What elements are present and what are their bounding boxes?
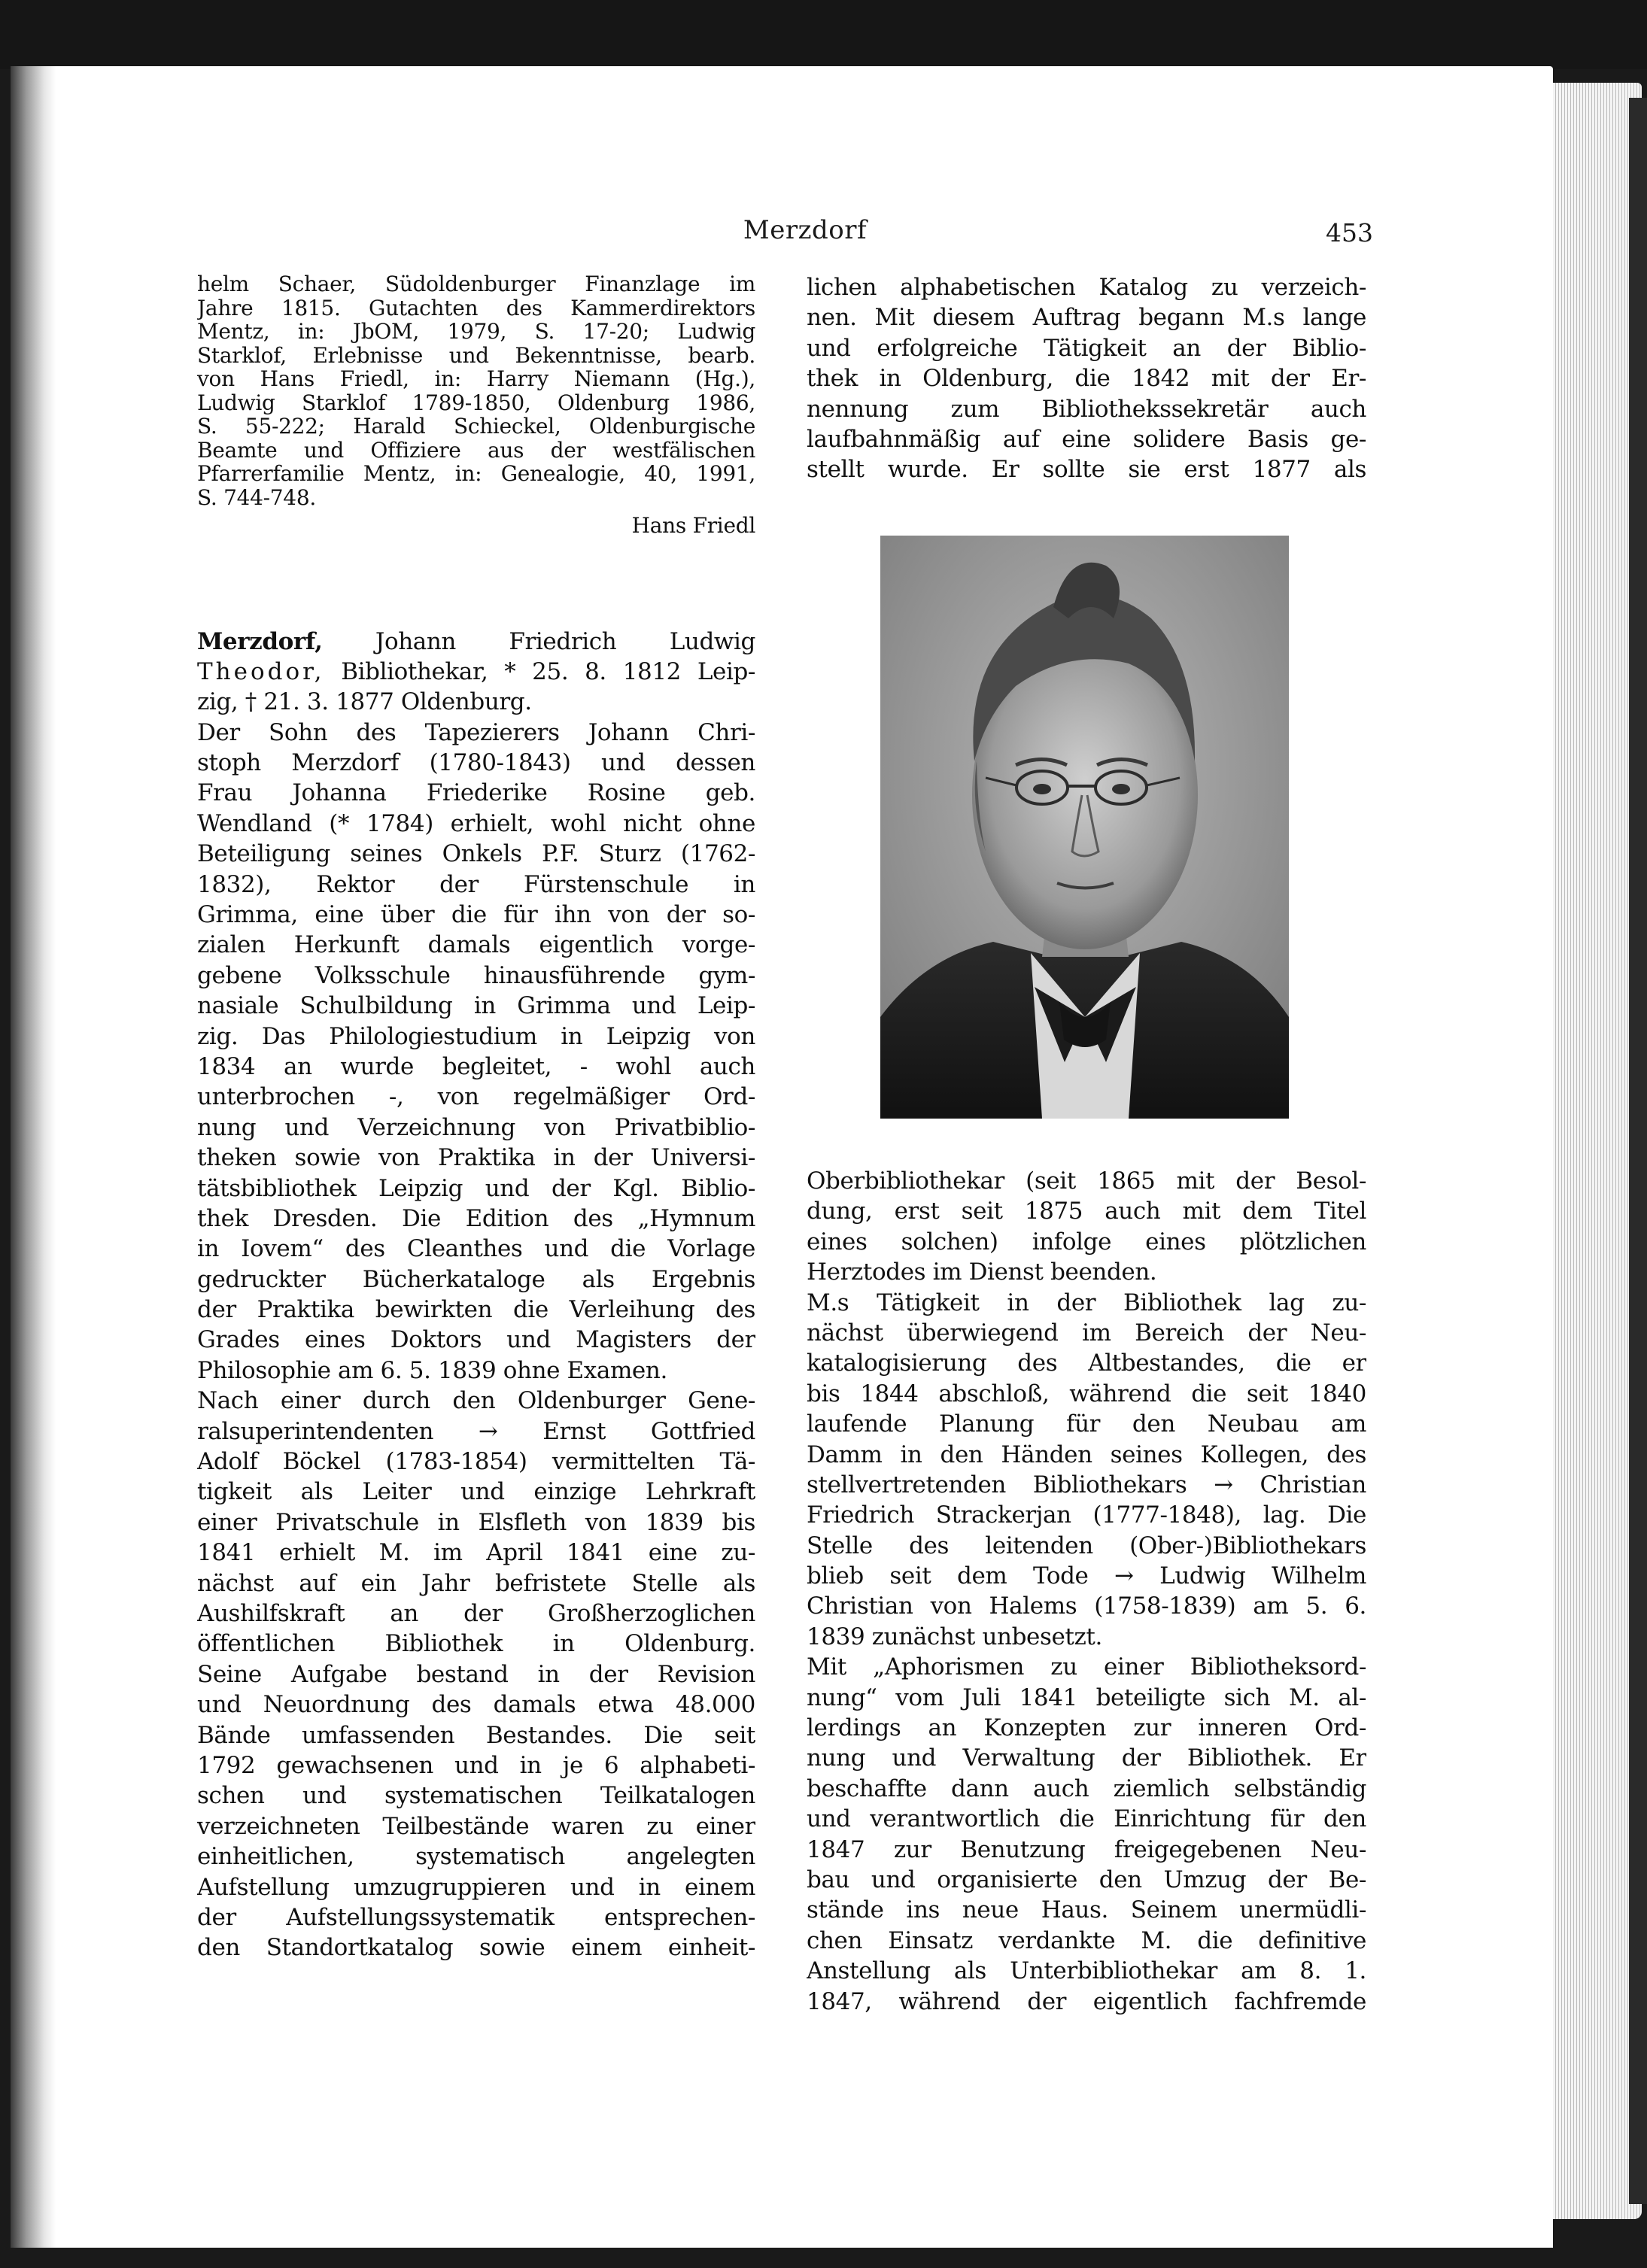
body-line: Stelle des leitenden (Ober-)Bibliothekars <box>807 1532 1366 1559</box>
body-line: gebene Volksschule hinausführende gym- <box>197 961 755 989</box>
body-line: zialen Herkunft damals eigentlich vorge- <box>197 931 755 959</box>
entry-heading-line-1 <box>197 627 755 657</box>
body-line: Aufstellung umzugruppieren und in einem <box>197 1873 755 1901</box>
body-line: unterbrochen -, von regelmäßiger Ord- <box>197 1083 755 1111</box>
body-line: Herztodes im Dienst beenden. <box>807 1258 1157 1286</box>
body-line: bau und organisierte den Umzug der Be- <box>807 1866 1366 1893</box>
body-line: und Neuordnung des damals etwa 48.000 <box>197 1691 755 1719</box>
body-line: katalogisierung des Altbestandes, die er <box>807 1350 1366 1377</box>
body-line: Grades eines Doktors und Magisters der <box>197 1326 755 1354</box>
body-line: lerdings an Konzepten zur inneren Ord- <box>807 1714 1366 1742</box>
body-line: Philosophie am 6. 5. 1839 ohne Examen. <box>197 1356 667 1384</box>
body-line: stoph Merzdorf (1780-1843) und dessen <box>197 749 755 777</box>
body-line: schen und systematischen Teilkatalogen <box>197 1782 755 1810</box>
body-line: nung und Verzeichnung von Privatbiblio- <box>197 1113 755 1141</box>
right-column-top <box>807 272 1366 485</box>
entry-surname: Merzdorf, <box>197 627 323 655</box>
body-line: 1834 an wurde begleitet, - wohl auch <box>197 1052 755 1080</box>
body-line: M.s Tätigkeit in der Bibliothek lag zu- <box>807 1289 1366 1316</box>
reference-line: S. 744-748. <box>197 485 316 509</box>
body-line: Anstellung als Unterbibliothekar am 8. 1. <box>807 1957 1366 1985</box>
entry-spaced-name: Theodor, <box>197 657 325 685</box>
body-line: verzeichneten Teilbestände waren zu einer <box>197 1812 755 1840</box>
body-line: bis 1844 abschloß, während die seit 1840 <box>807 1380 1366 1407</box>
reference-line: Ludwig Starklof 1789-1850, Oldenburg 1986, <box>197 390 755 414</box>
body-line: dung, erst seit 1875 auch mit dem Titel <box>807 1198 1366 1225</box>
body-line: theken sowie von Praktika in der Universi- <box>197 1144 755 1172</box>
body-line: nächst überwiegend im Bereich der Neu- <box>807 1319 1366 1347</box>
reference-line: Jahre 1815. Gutachten des Kammerdirektors <box>197 296 755 320</box>
body-line: der Aufstellungssystematik entsprechen- <box>197 1903 755 1931</box>
entry-merzdorf <box>197 627 755 1963</box>
book-edge-shadow <box>1629 98 1647 2204</box>
body-line: thek in Oldenburg, die 1842 mit der Er- <box>807 365 1366 393</box>
body-line: Frau Johanna Friederike Rosine geb. <box>197 779 755 807</box>
entry-heading-line-3: zig, † 21. 3. 1877 Oldenburg. <box>197 688 532 716</box>
body-line: stellt wurde. Er sollte sie erst 1877 als <box>807 456 1366 484</box>
body-line: thek Dresden. Die Edition des „Hymnum <box>197 1204 755 1232</box>
body-line: nächst auf ein Jahr befristete Stelle als <box>197 1569 755 1597</box>
body-line: tigkeit als Leiter und einzige Lehrkraft <box>197 1478 755 1506</box>
entry-heading-line-2 <box>197 657 755 687</box>
body-line: nennung zum Bibliothekssekretär auch <box>807 395 1366 423</box>
body-line: Christian von Halems (1758-1839) am 5. 6. <box>807 1592 1366 1620</box>
body-line: den Standortkatalog sowie einem einheit- <box>197 1934 755 1962</box>
body-line: und verantwortlich die Einrichtung für den <box>807 1805 1366 1833</box>
reference-line: Mentz, in: JbOM, 1979, S. 17-20; Ludwig <box>197 320 755 344</box>
body-line: 1841 erhielt M. im April 1841 eine zu- <box>197 1539 755 1567</box>
body-line: Adolf Böckel (1783-1854) vermittelten Tä- <box>197 1448 755 1476</box>
body-line: 1832), Rektor der Fürstenschule in <box>197 870 755 898</box>
body-line: Friedrich Strackerjan (1777-1848), lag. Die <box>807 1501 1366 1529</box>
reference-line: Starklof, Erlebnisse und Bekenntnisse, bearb. <box>197 343 755 367</box>
portrait-illustration <box>880 536 1289 1119</box>
body-line: der Praktika bewirkten die Verleihung des <box>197 1296 755 1324</box>
body-line: nasiale Schulbildung in Grimma und Leip- <box>197 992 755 1020</box>
portrait-photo <box>880 536 1289 1119</box>
reference-line: Beamte und Offiziere aus der westfälischen <box>197 438 755 462</box>
body-line: laufende Planung für den Neubau am <box>807 1410 1366 1438</box>
body-line: Damm in den Händen seines Kollegen, des <box>807 1441 1366 1468</box>
running-header-title: Merzdorf <box>743 215 868 245</box>
reference-line: S. 55-222; Harald Schieckel, Oldenburgische <box>197 414 755 439</box>
left-column <box>197 272 755 1963</box>
body-line: laufbahnmäßig auf eine solidere Basis ge- <box>807 425 1366 453</box>
body-line: beschaffte dann auch ziemlich selbständig <box>807 1775 1366 1802</box>
body-line: tätsbibliothek Leipzig und der Kgl. Biblio- <box>197 1174 755 1202</box>
body-line: nung“ vom Juli 1841 beteiligte sich M. al- <box>807 1684 1366 1711</box>
body-line: lichen alphabetischen Katalog zu verzeich- <box>807 274 1366 301</box>
body-line: Wendland (* 1784) erhielt, wohl nicht ohne <box>197 809 755 837</box>
body-line: chen Einsatz verdankte M. die definitive <box>807 1926 1366 1954</box>
body-line: Nach einer durch den Oldenburger Gene- <box>197 1387 755 1415</box>
body-line: 1839 zunächst unbesetzt. <box>807 1623 1102 1650</box>
body-line: Aushilfskraft an der Großherzoglichen <box>197 1600 755 1627</box>
body-line: eines solchen) infolge eines plötzlichen <box>807 1228 1366 1255</box>
body-line: 1847, während der eigentlich fachfremde <box>807 1987 1366 2015</box>
reference-author: Hans Friedl <box>631 514 755 538</box>
reference-block <box>197 272 755 538</box>
body-line: 1847 zur Benutzung freigegebenen Neu- <box>807 1835 1366 1863</box>
body-line: 1792 gewachsenen und in je 6 alphabeti- <box>197 1751 755 1779</box>
entry-given-names: Johann Friedrich Ludwig <box>375 627 755 655</box>
body-line: nung und Verwaltung der Bibliothek. Er <box>807 1744 1366 1772</box>
reference-line: von Hans Friedl, in: Harry Niemann (Hg.), <box>197 367 755 391</box>
page-edges <box>1542 83 1642 2219</box>
body-line: nen. Mit diesem Auftrag begann M.s lange <box>807 304 1366 332</box>
body-line: Grimma, eine über die für ihn von der so- <box>197 901 755 929</box>
body-line: Mit „Aphorismen zu einer Bibliotheksord- <box>807 1653 1366 1681</box>
scanner-background <box>0 0 1647 69</box>
body-line: öffentlichen Bibliothek in Oldenburg. <box>197 1630 755 1658</box>
body-line: und erfolgreiche Tätigkeit an der Biblio- <box>807 334 1366 362</box>
body-line: Bände umfassenden Bestandes. Die seit <box>197 1721 755 1749</box>
body-line: in Iovem“ des Cleanthes und die Vorlage <box>197 1235 755 1263</box>
body-line: Seine Aufgabe bestand in der Revision <box>197 1660 755 1688</box>
body-line: Oberbibliothekar (seit 1865 mit der Besol- <box>807 1167 1366 1195</box>
body-line: ralsuperintendenten → Ernst Gottfried <box>197 1417 755 1445</box>
entry-gap <box>197 538 755 627</box>
body-line: Der Sohn des Tapezierers Johann Chri- <box>197 718 755 746</box>
reference-line: helm Schaer, Südoldenburger Finanzlage im <box>197 272 755 296</box>
reference-line: Pfarrerfamilie Mentz, in: Genealogie, 40, 1991, <box>197 462 755 486</box>
page-number: 453 <box>1326 218 1373 247</box>
body-line: zig. Das Philologiestudium in Leipzig von <box>197 1022 755 1050</box>
body-line: stände ins neue Haus. Seinem unermüdli- <box>807 1896 1366 1924</box>
body-line: blieb seit dem Tode → Ludwig Wilhelm <box>807 1562 1366 1590</box>
body-line: einheitlichen, systematisch angelegten <box>197 1843 755 1871</box>
right-column-bottom <box>807 1166 1366 2017</box>
body-line: stellvertretenden Bibliothekars → Christian <box>807 1471 1366 1498</box>
body-line: einer Privatschule in Elsfleth von 1839 bis <box>197 1508 755 1536</box>
book-spine-shadow <box>11 66 56 2248</box>
body-line: Beteiligung seines Onkels P.F. Sturz (1762- <box>197 840 755 868</box>
body-line: gedruckter Bücherkataloge als Ergebnis <box>197 1265 755 1293</box>
entry-heading-rest: Bibliothekar, * 25. 8. 1812 Leip- <box>341 657 755 685</box>
